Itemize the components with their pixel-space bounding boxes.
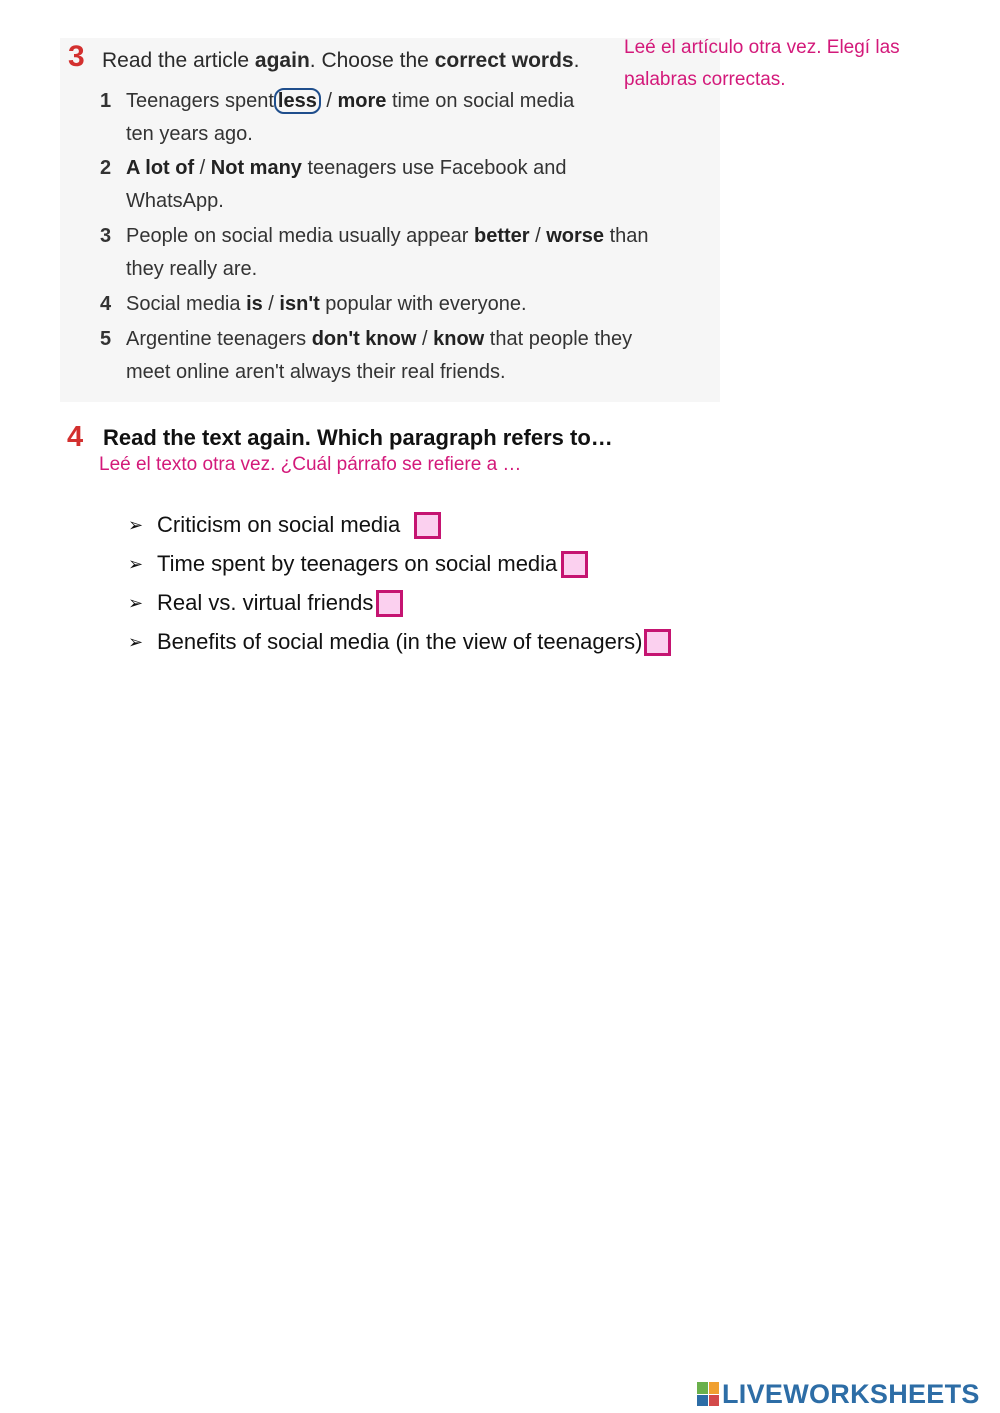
option-know[interactable]: know: [433, 328, 485, 350]
exercise-4-number: 4: [67, 421, 84, 453]
arrow-bullet-icon: ➢: [128, 553, 144, 574]
exercise-3-translation: Leé el artículo otra vez. Elegí las palabras correctas.: [624, 37, 900, 90]
exercise-3-item-4: 4 Social media is / isn't popular with everyone.: [100, 293, 527, 315]
exercise-4-option: [128, 509, 441, 541]
answer-box[interactable]: [561, 551, 588, 578]
answer-box[interactable]: [644, 629, 671, 656]
arrow-bullet-icon: ➢: [128, 631, 144, 652]
option-label: Benefits of social media (in the view of teenagers): [157, 629, 643, 654]
answer-box[interactable]: [376, 590, 403, 617]
liveworksheets-logo: [697, 1378, 980, 1410]
option-more[interactable]: more: [337, 90, 387, 112]
option-not-many[interactable]: Not many: [210, 157, 302, 179]
option-better[interactable]: better: [474, 225, 530, 247]
exercise-4-title: Read the text again. Which paragraph refers to…: [103, 425, 613, 450]
option-worse[interactable]: worse: [546, 225, 605, 247]
option-a-lot-of[interactable]: A lot of: [126, 157, 195, 179]
exercise-3-item-2: 2 A lot of / Not many teenagers use Facebook and WhatsApp.: [100, 157, 567, 212]
arrow-bullet-icon: ➢: [128, 514, 144, 535]
liveworksheets-logo-icon: [697, 1382, 719, 1406]
option-label: Criticism on social media: [157, 512, 401, 537]
option-isnt[interactable]: isn't: [279, 293, 320, 315]
exercise-3-item-5: 5 Argentine teenagers don't know / know that people they meet online aren't always their real friends.: [100, 328, 633, 383]
answer-box[interactable]: [414, 512, 441, 539]
arrow-bullet-icon: ➢: [128, 592, 144, 613]
exercise-3-item-3: 3 People on social media usually appear better / worse than they really are.: [100, 225, 649, 280]
exercise-3-title: Read the article again. Choose the correct words.: [102, 49, 580, 72]
exercise-4-option: [128, 587, 403, 619]
exercise-4-option: [128, 626, 671, 658]
exercise-3-item-1: 1 Teenagers spent less / more time on social media ten years ago.: [100, 90, 575, 145]
liveworksheets-brand: LIVEWORKSHEETS: [722, 1378, 980, 1409]
option-label: Real vs. virtual friends: [157, 590, 374, 615]
exercise-4-translation: Leé el texto otra vez. ¿Cuál párrafo se refiere a …: [99, 454, 522, 475]
exercise-3-panel: [60, 38, 720, 402]
option-label: Time spent by teenagers on social media: [157, 551, 558, 576]
exercise-4-option: [128, 548, 588, 580]
option-dont-know[interactable]: don't know: [311, 328, 417, 350]
exercise-3-number: 3: [68, 40, 85, 73]
selected-option-less[interactable]: less: [274, 88, 321, 114]
option-is[interactable]: is: [246, 293, 263, 315]
